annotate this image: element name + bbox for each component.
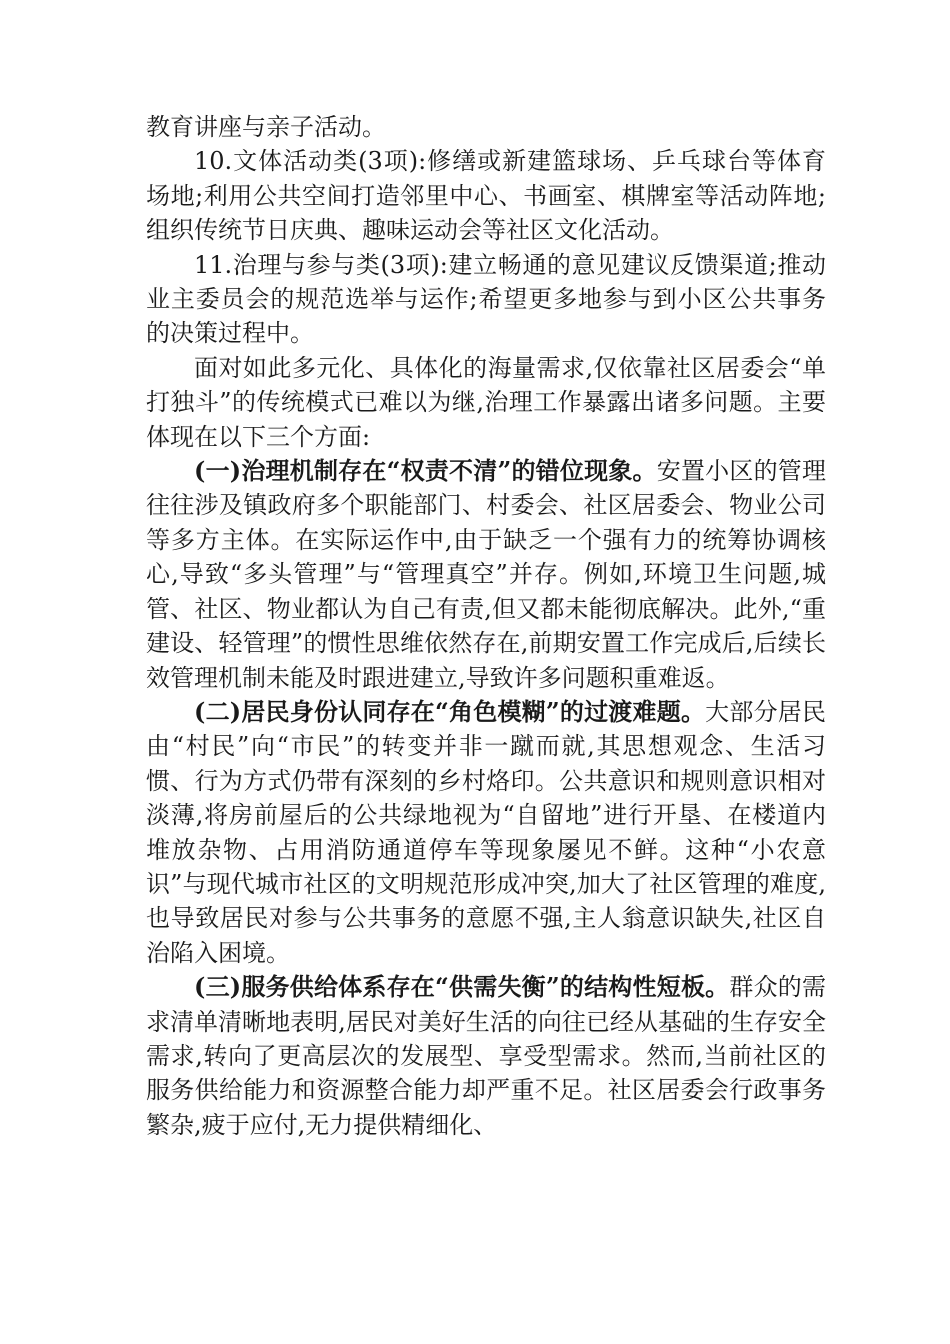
paragraph-text: 大部分居民由“村民”向“市民”的转变并非一蹴而就,其思想观念、生活习惯、行为方式仍带有深刻的乡村烙印。公共意识和规则意识相对淡薄,将房前屋后的公共绿地视为“自留地”进行开垦、在楼道内堆放杂物、占用消防通道停车等现象屡见不鲜。这种“小农意识”与现代城市社区的文明规范形成冲突,加大了社区管理的难度,也导致居民对参与公共事务的意愿不强,主人翁意识缺失,社区自治陷入困境。	[146, 697, 826, 967]
paragraph-continuation	[146, 110, 826, 144]
paragraph-section-3	[146, 970, 826, 1142]
section-heading: (一)治理机制存在“权责不清”的错位现象。	[194, 456, 657, 486]
paragraph-text: 安置小区的管理往往涉及镇政府多个职能部门、村委会、社区居委会、物业公司等多方主体。在实际运作中,由于缺乏一个强有力的统筹协调核心,导致“多头管理”与“管理真空”并存。例如,环境卫生问题,城管、社区、物业都认为自己有责,但又都未能彻底解决。此外,“重建设、轻管理”的惯性思维依然存在,前期安置工作完成后,后续长效管理机制未能及时跟进建立,导致许多问题积重难返。	[146, 457, 826, 692]
paragraph-section-2	[146, 695, 826, 970]
paragraph-sports-activities	[146, 144, 826, 247]
paragraph-text: 面对如此多元化、具体化的海量需求,仅依靠社区居委会“单打独斗”的传统模式已难以为继,治理工作暴露出诸多问题。主要体现在以下三个方面:	[146, 353, 826, 451]
section-heading: (三)服务供给体系存在“供需失衡”的结构性短板。	[194, 972, 730, 1002]
document-page	[146, 110, 826, 1142]
paragraph-text: 群众的需求清单清晰地表明,居民对美好生活的向往已经从基础的生存安全需求,转向了更高层次的发展型、享受型需求。然而,当前社区的服务供给能力和资源整合能力却严重不足。社区居委会行政事务繁杂,疲于应付,无力提供精细化、	[146, 973, 827, 1139]
paragraph-problems-intro	[146, 351, 826, 454]
section-heading: (二)居民身份认同存在“角色模糊”的过渡难题。	[194, 696, 706, 726]
paragraph-text: 10.文体活动类(3项):修缮或新建篮球场、乒乓球台等体育场地;利用公共空间打造邻里中心、书画室、棋牌室等活动阵地;组织传统节日庆典、趣味运动会等社区文化活动。	[146, 147, 826, 245]
paragraph-text: 11.治理与参与类(3项):建立畅通的意见建议反馈渠道;推动业主委员会的规范选举与运作;希望更多地参与到小区公共事务的决策过程中。	[146, 250, 826, 348]
paragraph-governance-participation	[146, 248, 826, 351]
paragraph-section-1	[146, 454, 826, 695]
paragraph-text: 教育讲座与亲子活动。	[146, 113, 386, 141]
